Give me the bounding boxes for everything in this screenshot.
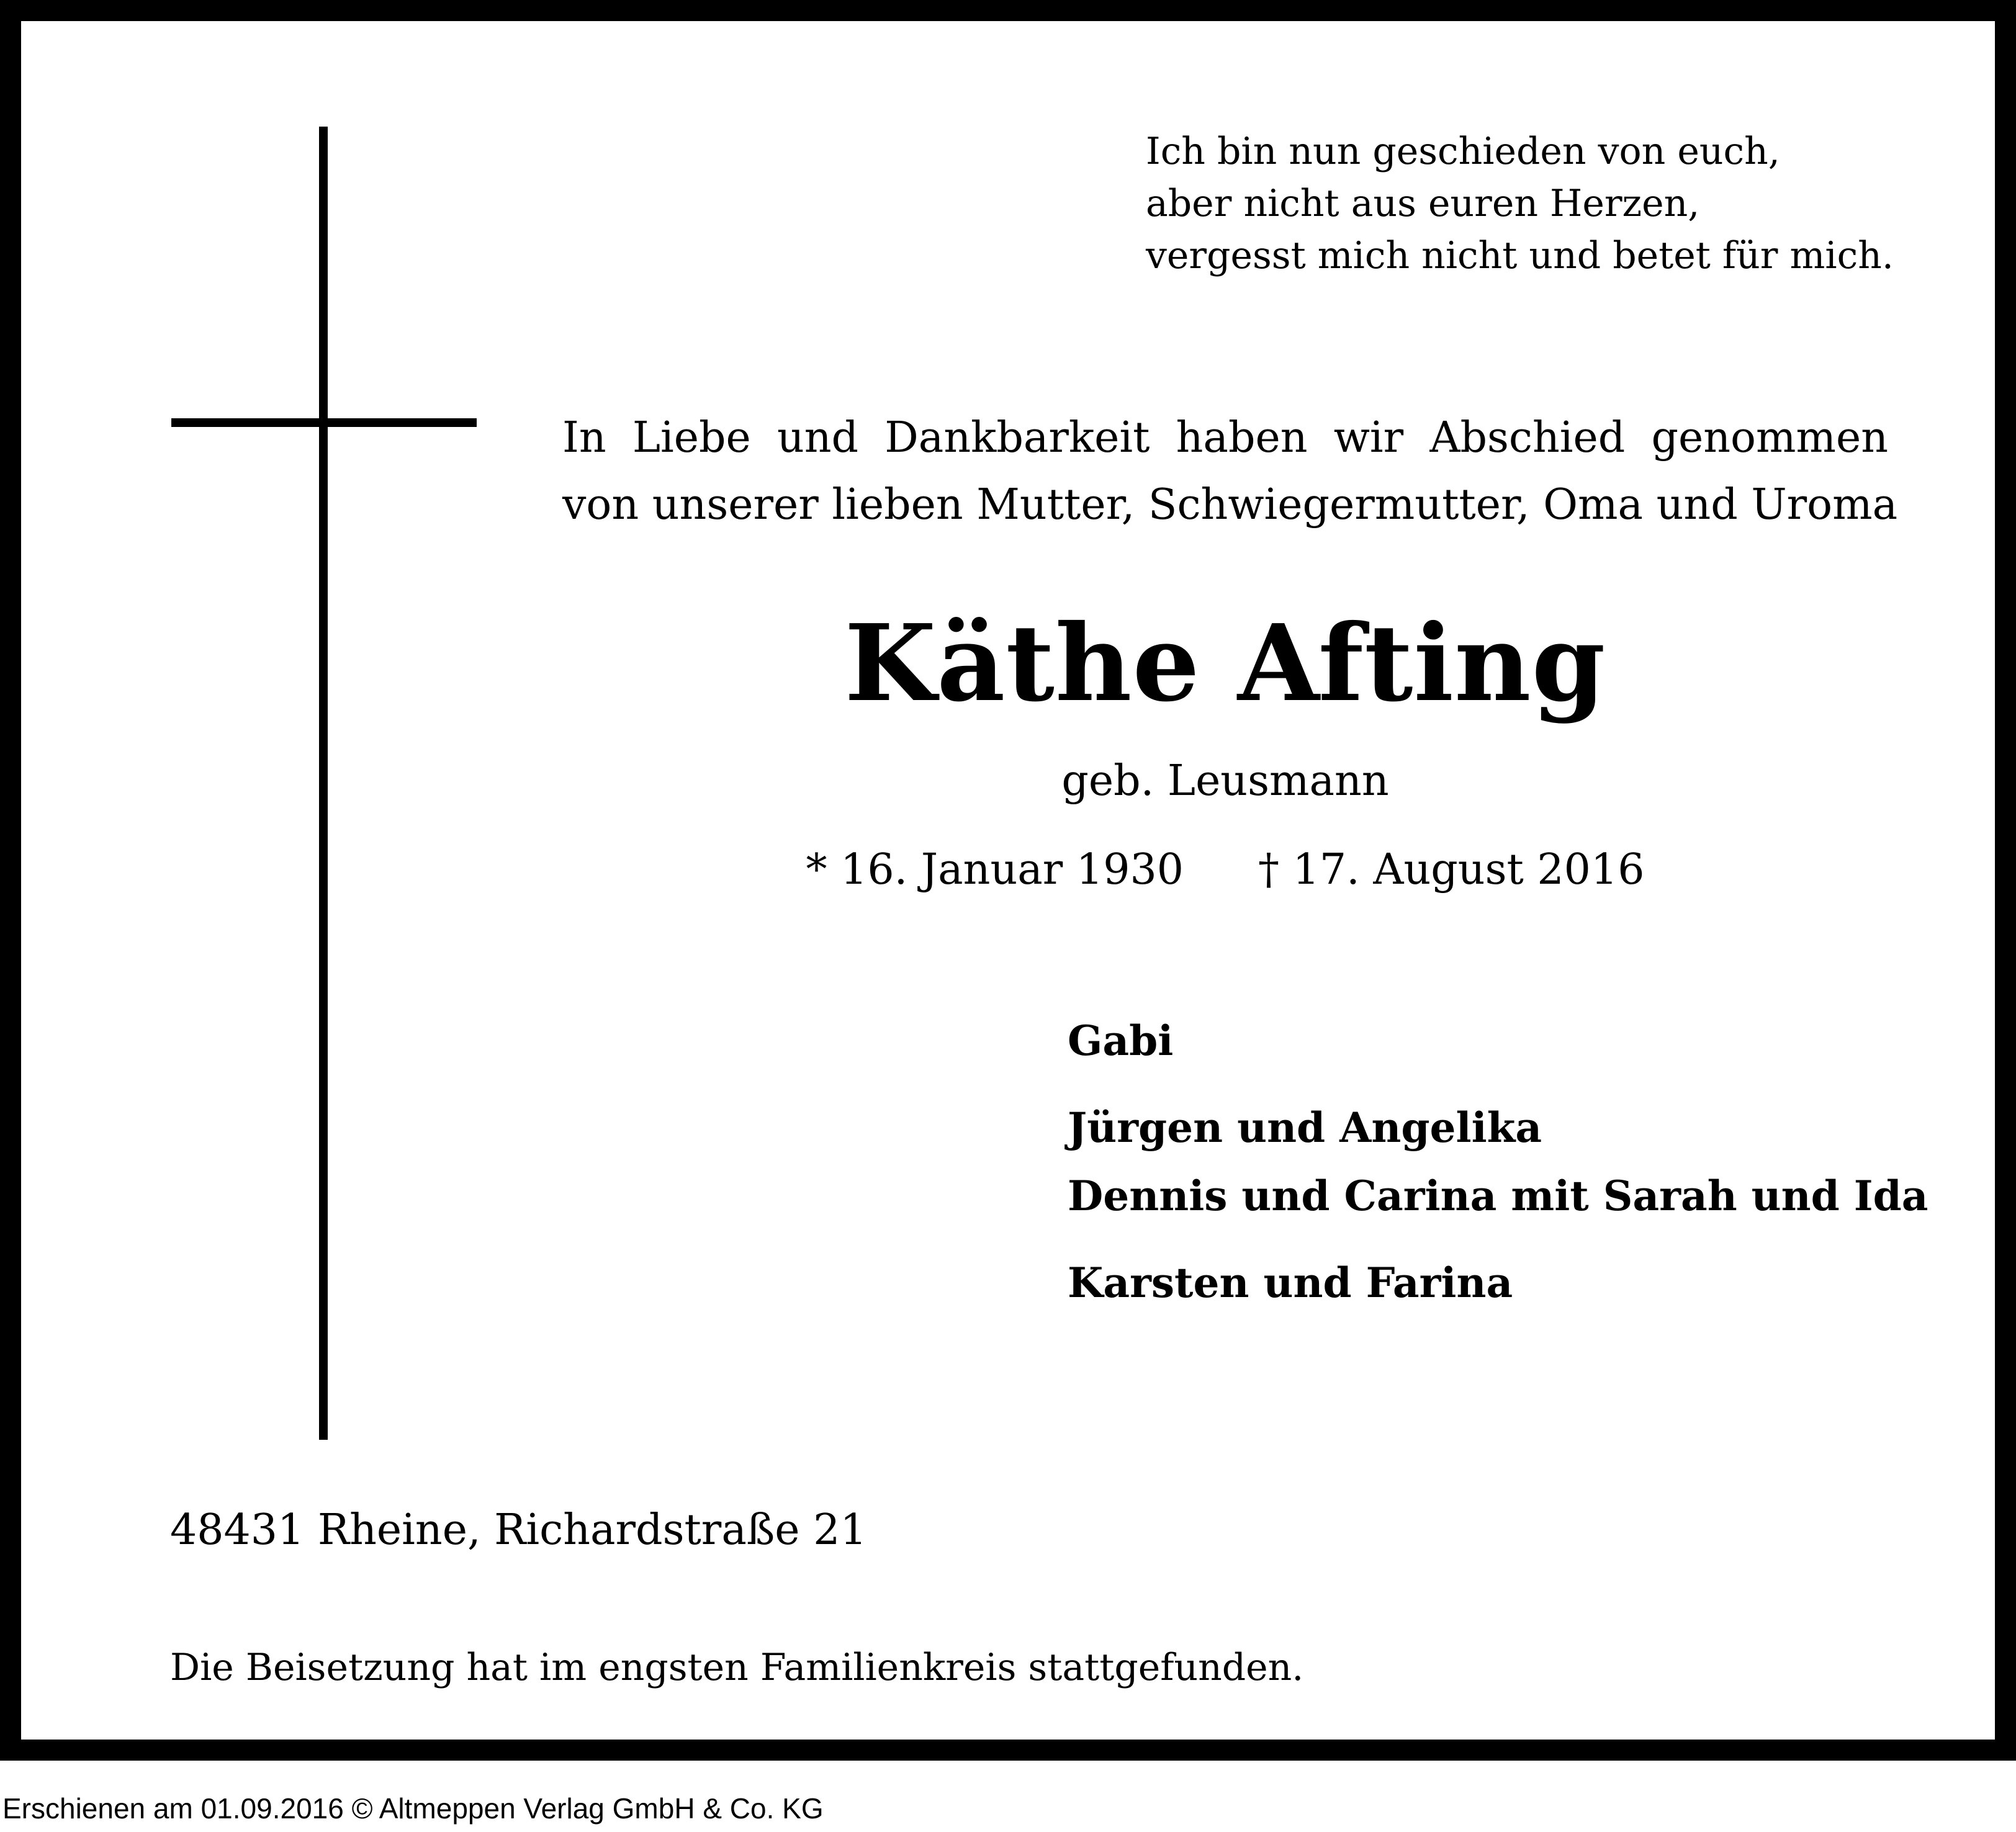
deceased-name: Käthe Afting [844,601,1606,725]
cross-icon-horizontal-bar [171,418,477,427]
intro-line-2: von unserer lieben Mutter, Schwiegermutter, Oma und Uroma [562,480,1898,529]
intro-line-1: In Liebe und Dankbarkeit haben wir Abschied genommen [562,413,1888,462]
burial-note: Die Beisetzung hat im engsten Familienkreis stattgefunden. [170,1646,1304,1689]
publication-footer: Erschienen am 01.09.2016 © Altmeppen Verlag GmbH & Co. KG [2,1792,824,1825]
address: 48431 Rheine, Richardstraße 21 [170,1506,867,1555]
verse [1146,125,1894,282]
intro-text [562,405,1898,539]
cross-icon-vertical-bar [319,127,328,1440]
verse-line-2: aber nicht aus euren Herzen, [1146,182,1700,225]
verse-line-3: vergesst mich nicht und betet für mich. [1146,234,1894,277]
mourner-1: Gabi [1068,1017,1174,1065]
death-date: † 17. August 2016 [1258,845,1645,894]
birth-date: * 16. Januar 1930 [806,845,1184,894]
verse-line-1: Ich bin nun geschieden von euch, [1146,130,1780,173]
life-dates [562,839,1888,901]
maiden-name: geb. Leusmann [1061,757,1389,806]
mourner-2: Jürgen und Angelika [1068,1103,1542,1152]
mourner-4: Karsten und Farina [1068,1259,1513,1307]
mourner-3: Dennis und Carina mit Sarah und Ida [1068,1172,1928,1220]
